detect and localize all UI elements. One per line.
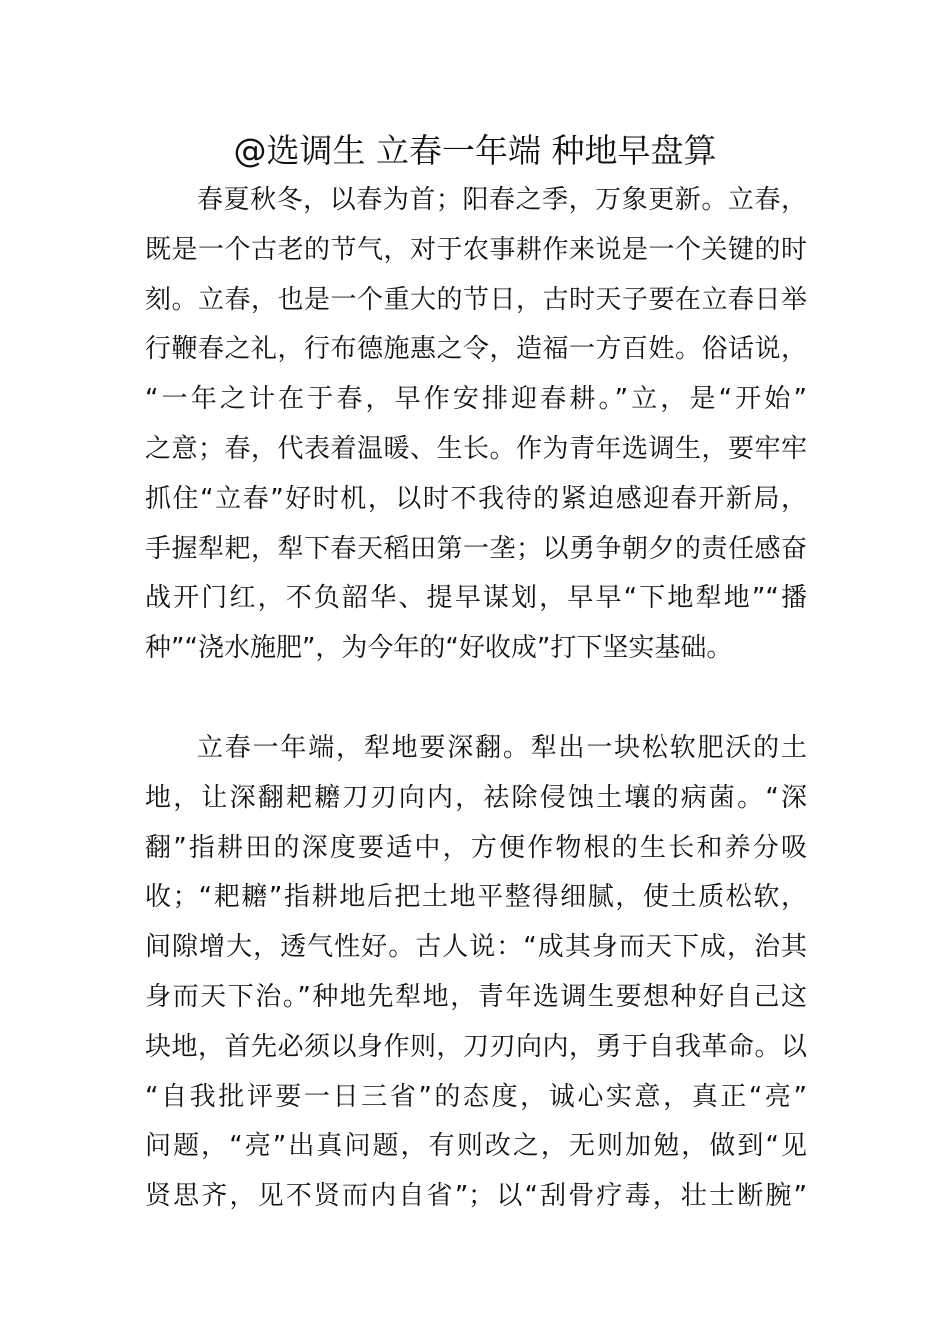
- paragraph-line: 既是一个古老的节气，对于农事耕作来说是一个关键的时: [145, 234, 807, 265]
- paragraph-line: 立春一年端，犁地要深翻。犁出一块松软肥沃的土: [197, 733, 807, 763]
- paragraph-line: 地，让深翻耙耱刀刃向内，祛除侵蚀土壤的病菌。“深: [145, 782, 807, 813]
- paragraph-line: 翻”指耕田的深度要适中，方便作物根的生长和养分吸: [145, 832, 807, 863]
- paragraph-line: 战开门红，不负韶华、提早谋划，早早“下地犁地”“播: [145, 583, 807, 614]
- paragraph-line: 春夏秋冬，以春为首；阳春之季，万象更新。立春，: [197, 185, 807, 215]
- paragraph-1: [145, 176, 807, 674]
- paragraph-2: [145, 724, 807, 1222]
- paragraph-line: 之意；春，代表着温暖、生长。作为青年选调生，要牢牢: [145, 433, 807, 464]
- paragraph-line: 块地，首先必须以身作则，刀刃向内，勇于自我革命。以: [145, 1031, 807, 1062]
- paragraph-line: 手握犁耙，犁下春天稻田第一垄；以勇争朝夕的责任感奋: [145, 533, 807, 564]
- paragraph-line: “自我批评要一日三省”的态度，诚心实意，真正“亮”: [145, 1081, 807, 1112]
- paragraph-line: 种”“浇水施肥”，为今年的“好收成”打下坚实基础。: [145, 633, 733, 664]
- paragraph-line: “一年之计在于春，早作安排迎春耕。”立，是“开始”: [145, 384, 807, 415]
- paragraph-line: 行鞭春之礼，行布德施惠之令，造福一方百姓。俗话说，: [145, 334, 807, 365]
- paragraph-line: 问题，“亮”出真问题，有则改之，无则加勉，做到“见: [145, 1131, 807, 1162]
- paragraph-line: 贤思齐，见不贤而内自省”；以“刮骨疗毒，壮士断腕”: [145, 1181, 807, 1212]
- paragraph-line: 收；“耙耱”指耕地后把土地平整得细腻，使土质松软，: [145, 882, 807, 913]
- paragraph-line: 身而天下治。”种地先犁地，青年选调生要想种好自己这: [145, 981, 807, 1012]
- paragraph-line: 抓住“立春”好时机，以时不我待的紧迫感迎春开新局，: [145, 483, 807, 514]
- document-title: @选调生 立春一年端 种地早盘算: [233, 131, 717, 170]
- paragraph-line: 刻。立春，也是一个重大的节日，古时天子要在立春日举: [145, 284, 807, 315]
- paragraph-line: 间隙增大，透气性好。古人说：“成其身而天下成，治其: [145, 932, 807, 963]
